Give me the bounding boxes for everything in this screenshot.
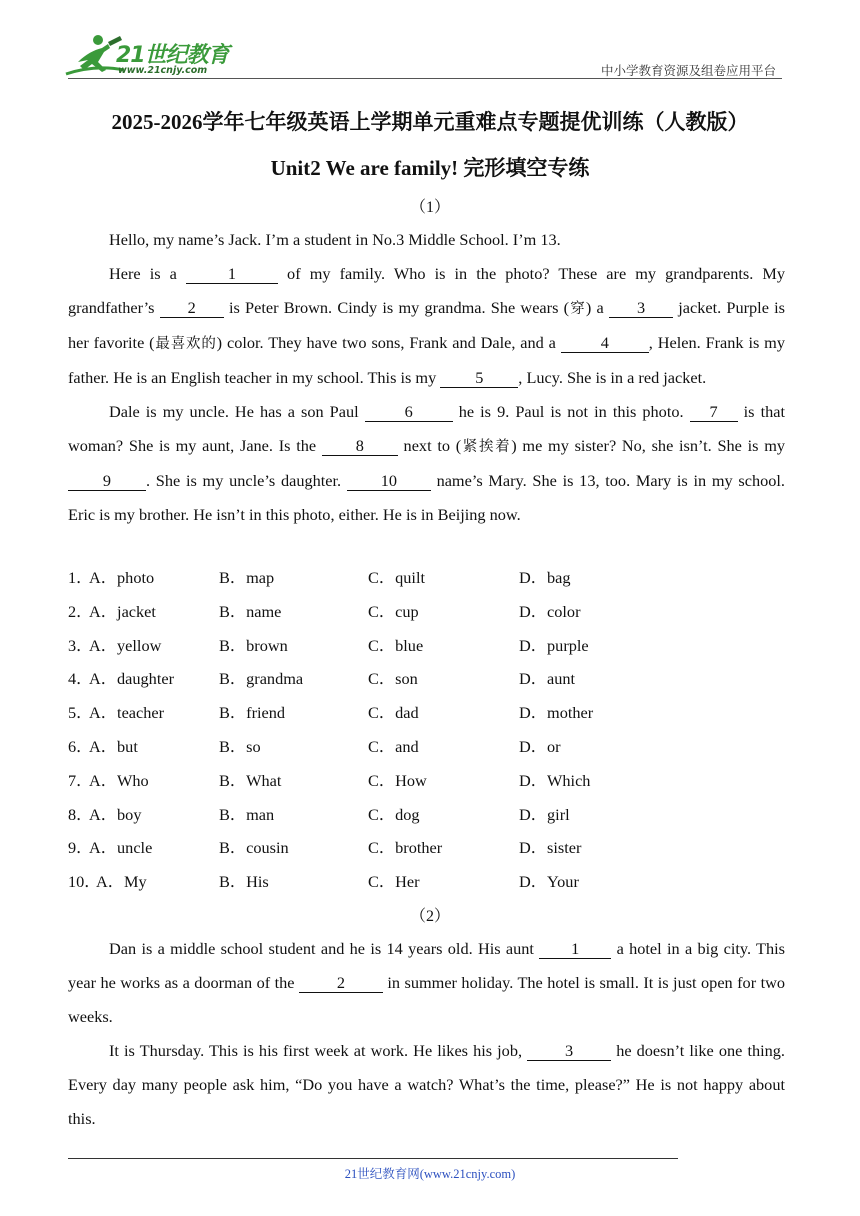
blank-3: 3 — [527, 1042, 611, 1061]
footer-link[interactable]: 21世纪教育网(www.21cnjy.com) — [344, 1167, 516, 1181]
question-options-1 — [68, 561, 788, 899]
blank-1: 1 — [539, 940, 611, 959]
question-number: 9． — [68, 838, 93, 858]
question-number: 4． — [68, 669, 93, 689]
option-d[interactable]: D．color — [519, 601, 581, 621]
blank-10: 10 — [347, 472, 431, 491]
option-c[interactable]: C．quilt — [368, 568, 425, 587]
option-a[interactable]: A．but — [89, 736, 138, 756]
question-row — [68, 764, 788, 798]
question-row — [68, 696, 788, 730]
option-a[interactable]: A．Who — [89, 770, 149, 790]
question-row — [68, 561, 788, 595]
blank-7: 7 — [690, 403, 738, 422]
option-d[interactable]: D．Your — [519, 872, 579, 892]
option-a[interactable]: A．jacket — [89, 601, 156, 621]
site-logo[interactable] — [64, 32, 234, 80]
passage-1-paragraph-2: Here is a 1 of my family. Who is in the photo? These are my grandparents. My grandfather’s 2 is Peter Brown. Cindy is my grandma. She wears (穿) a 3 jacket. Purple is her favorite (最喜欢的) color. They have two sons, Frank and Dale, and a 4 , Helen. Frank is my father. He is an English teacher in my school. This is my 5 , Lucy. She is in a red jacket. — [68, 264, 786, 387]
option-c[interactable]: C．How — [368, 770, 427, 790]
option-b[interactable]: B．brown — [219, 635, 288, 655]
option-c[interactable]: C．dad — [368, 703, 419, 723]
blank-1: 1 — [186, 265, 278, 284]
option-b[interactable]: B．so — [219, 736, 261, 756]
question-row — [68, 662, 788, 696]
footer-divider — [68, 1158, 678, 1159]
question-row — [68, 798, 788, 832]
option-b[interactable]: B．grandma — [219, 669, 304, 689]
option-a[interactable]: A．uncle — [89, 838, 153, 858]
option-b[interactable]: B．What — [219, 770, 282, 790]
document-title: 2025-2026学年七年级英语上学期单元重难点专题提优训练（人教版） — [111, 110, 749, 134]
option-c[interactable]: C．blue — [368, 635, 424, 655]
question-row — [68, 629, 788, 663]
blank-3: 3 — [609, 299, 673, 318]
option-b[interactable]: B．name — [219, 601, 282, 621]
option-c[interactable]: C．brother — [368, 838, 443, 858]
question-number: 8． — [68, 804, 93, 824]
question-number: 7． — [68, 770, 93, 790]
blank-8: 8 — [322, 437, 398, 456]
option-d[interactable]: D．or — [519, 736, 561, 756]
option-a[interactable]: A．photo — [89, 568, 155, 587]
option-d[interactable]: D．purple — [519, 635, 589, 655]
option-d[interactable]: D．bag — [519, 568, 571, 587]
option-d[interactable]: D．sister — [519, 838, 582, 858]
header-platform-text: 中小学教育资源及组卷应用平台 — [600, 63, 776, 78]
option-c[interactable]: C．cup — [368, 601, 419, 621]
option-a[interactable]: A．boy — [89, 804, 142, 824]
option-d[interactable]: D．mother — [519, 703, 594, 723]
passage-1-paragraph-3: Dale is my uncle. He has a son Paul 6 he is 9. Paul is not in this photo. 7 is that woman? She is my aunt, Jane. Is the 8 next to (紧挨着) me my sister? No, she isn’t. She is my 9 . She is my uncle’s daughter. 10 name’s Mary. She is 13, too. Mary is in my school. Eric is my brother. He isn’t in this photo, either. He is in Beijing now. — [68, 402, 786, 524]
option-a[interactable]: A．yellow — [89, 635, 162, 655]
passage-1 — [68, 223, 785, 532]
document-subtitle: Unit2 We are family! 完形填空专练 — [270, 156, 590, 180]
option-b[interactable]: B．cousin — [219, 838, 289, 858]
option-c[interactable]: C．dog — [368, 804, 420, 824]
passage-2 — [68, 932, 785, 1136]
option-c[interactable]: C．Her — [368, 872, 420, 892]
section-label-2: （2） — [409, 908, 450, 925]
section-label-1: （1） — [409, 199, 450, 216]
blank-4: 4 — [561, 334, 649, 353]
option-b[interactable]: B．man — [219, 804, 275, 824]
question-number: 5． — [68, 703, 93, 723]
blank-2: 2 — [160, 299, 224, 318]
option-d[interactable]: D．girl — [519, 804, 570, 824]
question-number: 10． — [68, 872, 101, 892]
question-number: 2． — [68, 601, 93, 621]
option-c[interactable]: C．and — [368, 736, 419, 756]
blank-5: 5 — [440, 369, 518, 388]
passage-1-paragraph-1: Hello, my name’s Jack. I’m a student in No.3 Middle School. I’m 13. — [109, 230, 561, 249]
header-divider — [68, 78, 782, 79]
option-a[interactable]: A．daughter — [89, 669, 174, 689]
question-number: 3． — [68, 635, 93, 655]
blank-2: 2 — [299, 974, 383, 993]
logo-text: 21世纪教育 — [116, 43, 229, 68]
question-row — [68, 831, 788, 865]
passage-2-paragraph-2: It is Thursday. This is his first week at work. He likes his job, 3 he doesn’t like one thing. Every day many people ask him, “Do you have a watch? What’s the time, please?” He is not happy about this. — [68, 1041, 785, 1128]
logo-url: www.21cnjy.com — [118, 65, 208, 76]
question-row — [68, 595, 788, 629]
blank-6: 6 — [365, 403, 453, 422]
option-b[interactable]: B．His — [219, 872, 269, 892]
option-b[interactable]: B．map — [219, 568, 275, 587]
question-number: 1． — [68, 568, 93, 587]
option-a[interactable]: A．My — [96, 872, 147, 892]
option-c[interactable]: C．son — [368, 669, 418, 689]
option-b[interactable]: B．friend — [219, 703, 286, 723]
option-d[interactable]: D．aunt — [519, 669, 576, 689]
option-a[interactable]: A．teacher — [89, 703, 165, 723]
question-number: 6． — [68, 736, 93, 756]
passage-2-paragraph-1: Dan is a middle school student and he is 14 years old. His aunt 1 a hotel in a big city. This year he works as a doorman of the 2 in summer holiday. The hotel is small. It is just open for two weeks. — [68, 939, 786, 1026]
option-d[interactable]: D．Which — [519, 770, 591, 790]
question-row — [68, 730, 788, 764]
question-row — [68, 865, 788, 899]
blank-9: 9 — [68, 472, 146, 491]
